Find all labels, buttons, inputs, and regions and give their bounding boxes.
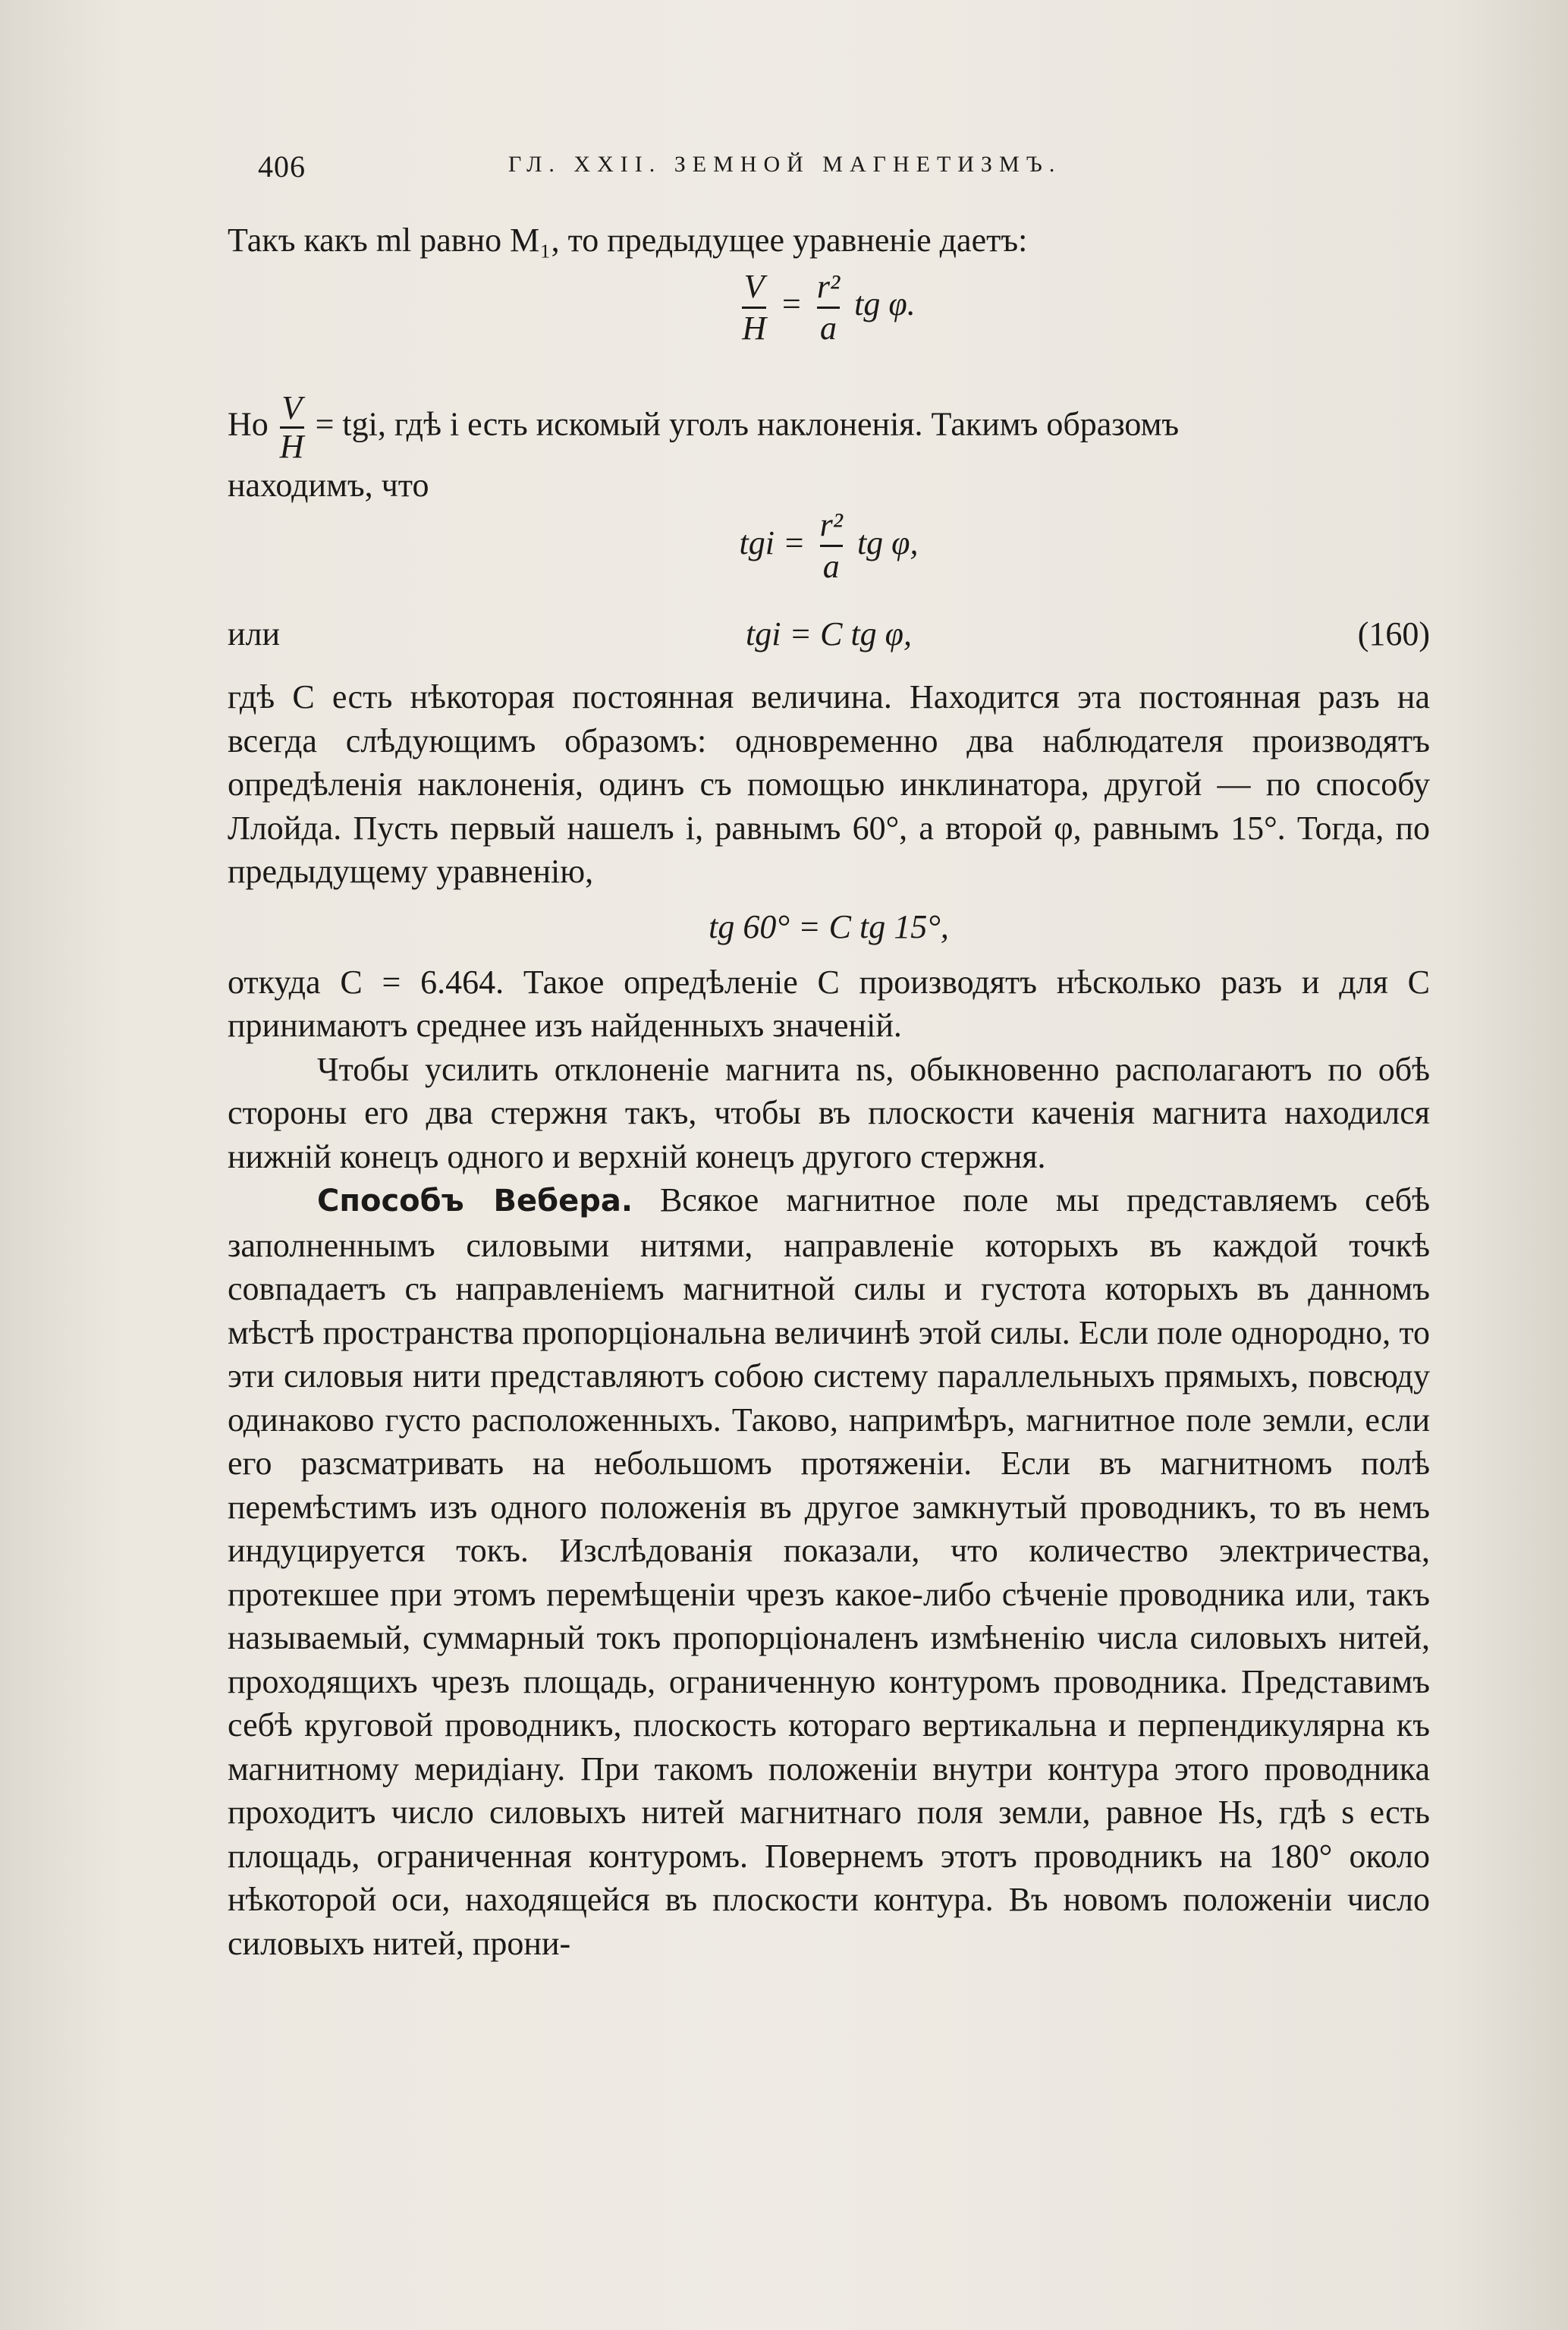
- paragraph-constant: гдѣ C есть нѣкоторая постоянная величина. Находится эта постоянная разъ на всегда слѣдующимъ образомъ: одновременно два наблюдателя производятъ опредѣленія наклоненія, одинъ съ помощью инклинатора, другой — по способу Ллойда. Пусть первый нашелъ i, равнымъ 60°, а второй φ, равнымъ 15°. Тогда, по предыдущему уравненію,: [228, 678, 1430, 890]
- denominator: a: [820, 309, 837, 347]
- incl-prefix: Но: [228, 405, 269, 443]
- paragraph-rods: Чтобы усилить отклоненіе магнита ns, обыкновенно располагаютъ по обѣ стороны его два стержня такъ, чтобы въ плоскости каченія магнита находился нижній конецъ одного и верхній конецъ другого стержня.: [228, 1050, 1430, 1175]
- equation-tail: tg φ.: [854, 285, 916, 323]
- numerator: V: [281, 388, 303, 426]
- equation-3: [228, 604, 1430, 665]
- page-body: [228, 219, 1430, 1965]
- incl-line: [228, 388, 1430, 465]
- paragraph-weber: [228, 1178, 1430, 1965]
- equation-4: [228, 894, 1430, 961]
- page-number: 406: [258, 149, 306, 184]
- denominator: a: [822, 548, 840, 585]
- running-title: ГЛ. XXII. ЗЕМНОЙ МАГНЕТИЗМЪ.: [508, 152, 1062, 177]
- equation-number: (160): [1357, 615, 1430, 652]
- fraction-bar: [817, 307, 840, 309]
- equation-body: tgi = C tg φ,: [745, 615, 913, 652]
- fraction-v-over-h-inline: [279, 388, 304, 465]
- fraction-r2-over-a: [820, 507, 843, 585]
- find-line: находимъ, что: [228, 466, 429, 504]
- numerator: V: [743, 267, 765, 305]
- section-heading-weber: Способъ Вебера.: [317, 1184, 633, 1218]
- equation-2: [228, 507, 1430, 604]
- denominator: H: [742, 309, 767, 347]
- denominator: H: [279, 427, 304, 465]
- fraction-v-over-h: [742, 269, 766, 347]
- intro-line: Такъ какъ ml равно M₁, то предыдущее уравненіе даетъ:: [228, 222, 1028, 259]
- equation-label-or: или: [228, 615, 281, 652]
- equation-lhs: tgi =: [739, 524, 806, 561]
- equals-sign: =: [782, 285, 801, 323]
- equation-body: tg 60° = C tg 15°,: [709, 907, 949, 945]
- fraction-bar: [742, 307, 766, 309]
- equation-tail: tg φ,: [856, 524, 919, 561]
- paragraph-weber-text: Всякое магнитное поле мы представляемъ себѣ заполненнымъ силовыми нитями, направленіе которыхъ въ каждой точкѣ совпадаетъ съ направленіемъ магнитной силы и густота которыхъ въ данномъ мѣстѣ пространства пропорціональна величинѣ этой силы. Если поле однородно, то эти силовыя нити представляютъ собою систему параллельныхъ прямыхъ, повсюду одинаково густо расположенныхъ. Таково, напримѣръ, магнитное поле земли, если его разсматривать на небольшомъ протяженіи. Если въ магнитномъ полѣ перемѣстимъ изъ одного положенія въ другое замкнутый проводникъ, то въ немъ индуцируется токъ. Изслѣдованія показали, что количество электричества, протекшее при этомъ перемѣщеніи чрезъ какое-либо сѣченіе проводника или, такъ называемый, суммарный токъ пропорціоналенъ измѣненію числа силовыхъ нитей, проходящихъ чрезъ площадь, ограниченную контуромъ проводника. Представимъ себѣ круговой проводникъ, плоскость котораго вертикальна и перпендикулярна къ магнитному меридіану. При такомъ положеніи внутри контура этого проводника проходитъ число силовыхъ нитей магнитнаго поля земли, равное Hs, гдѣ s есть площадь, ограниченная контуромъ. Повернемъ этотъ проводникъ на 180° около нѣкоторой оси, находящейся въ плоскости контура. Въ новомъ положеніи число силовыхъ нитей, прони-: [228, 1181, 1430, 1962]
- fraction-bar: [820, 545, 843, 547]
- page-header: [258, 149, 1419, 187]
- numerator: r²: [816, 267, 841, 305]
- numerator: r²: [819, 506, 843, 543]
- incl-rest: = tgi, гдѣ i есть искомый уголъ наклоненія. Такимъ образомъ: [315, 405, 1180, 443]
- paragraph-result: откуда C = 6.464. Такое опредѣленіе C производятъ нѣсколько разъ и для C принимаютъ среднее изъ найденныхъ значеній.: [228, 963, 1430, 1044]
- equation-1: [228, 263, 1430, 382]
- fraction-r2-over-a: [817, 269, 840, 347]
